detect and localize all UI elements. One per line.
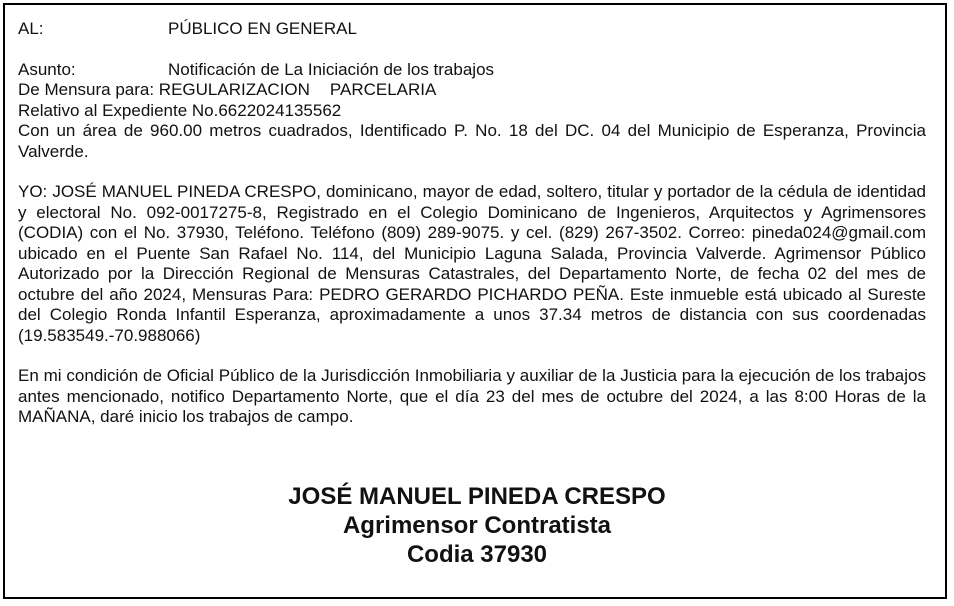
recipient-value: PÚBLICO EN GENERAL xyxy=(168,19,357,38)
signature-block xyxy=(0,482,954,569)
notice-body xyxy=(18,19,926,428)
signature-name: JOSÉ MANUEL PINEDA CRESPO xyxy=(288,483,666,510)
signature-codia: Codia 37930 xyxy=(406,541,548,568)
area-line: Con un área de 960.00 metros cuadrados, Identificado P. No. 18 del DC. 04 del Municipio de Esperanza, Provincia Valverde. xyxy=(18,121,926,161)
recipient-label: AL: xyxy=(18,19,44,38)
mensura-line xyxy=(18,80,926,101)
signature-role: Agrimensor Contratista xyxy=(342,512,612,539)
subject-label: Asunto: xyxy=(18,59,76,79)
expediente-line: Relativo al Expediente No.6622024135562 xyxy=(18,100,342,120)
mensura-suffix: PARCELARIA xyxy=(329,80,437,99)
mensura-prefix: De Mensura para: REGULARIZACION xyxy=(18,80,310,99)
surveyor-paragraph: YO: JOSÉ MANUEL PINEDA CRESPO, dominicano, mayor de edad, soltero, titular y portador de la cédula de identidad y electoral No. 092-0017275-8, Registrado en el Colegio Dominicano de Ingenieros, Arquitectos y Agrimensores (CODIA) con el No. 37930, Teléfono. Teléfono (809) 289-9075. y cel. (829) 267-3502. Correo: pineda024@gmail.com ubicado en el Puente San Rafael No. 114, del Municipio Laguna Salada, Provincia Valverde. Agrimensor Público Autorizado por la Dirección Regional de Mensuras Catastrales, del Departamento Norte, de fecha 02 del mes de octubre del año 2024, Mensuras Para: PEDRO GERARDO PICHARDO PEÑA. Este inmueble está ubicado al Sureste del Colegio Ronda Infantil Esperanza, aproximadamente a unos 37.34 metros de distancia con sus coordenadas (19.583549.-70.988066) xyxy=(18,182,926,345)
notification-paragraph: En mi condición de Oficial Público de la Jurisdicción Inmobiliaria y auxiliar de la Justicia para la ejecución de los trabajos antes mencionado, notifico Departamento Norte, que el día 23 del mes de octubre del 2024, a las 8:00 Horas de la MAÑANA, daré inicio los trabajos de campo. xyxy=(18,366,926,426)
subject-line xyxy=(18,60,926,81)
subject-value: Notificación de La Iniciación de los trabajos xyxy=(168,59,495,79)
recipient-line xyxy=(18,19,926,40)
